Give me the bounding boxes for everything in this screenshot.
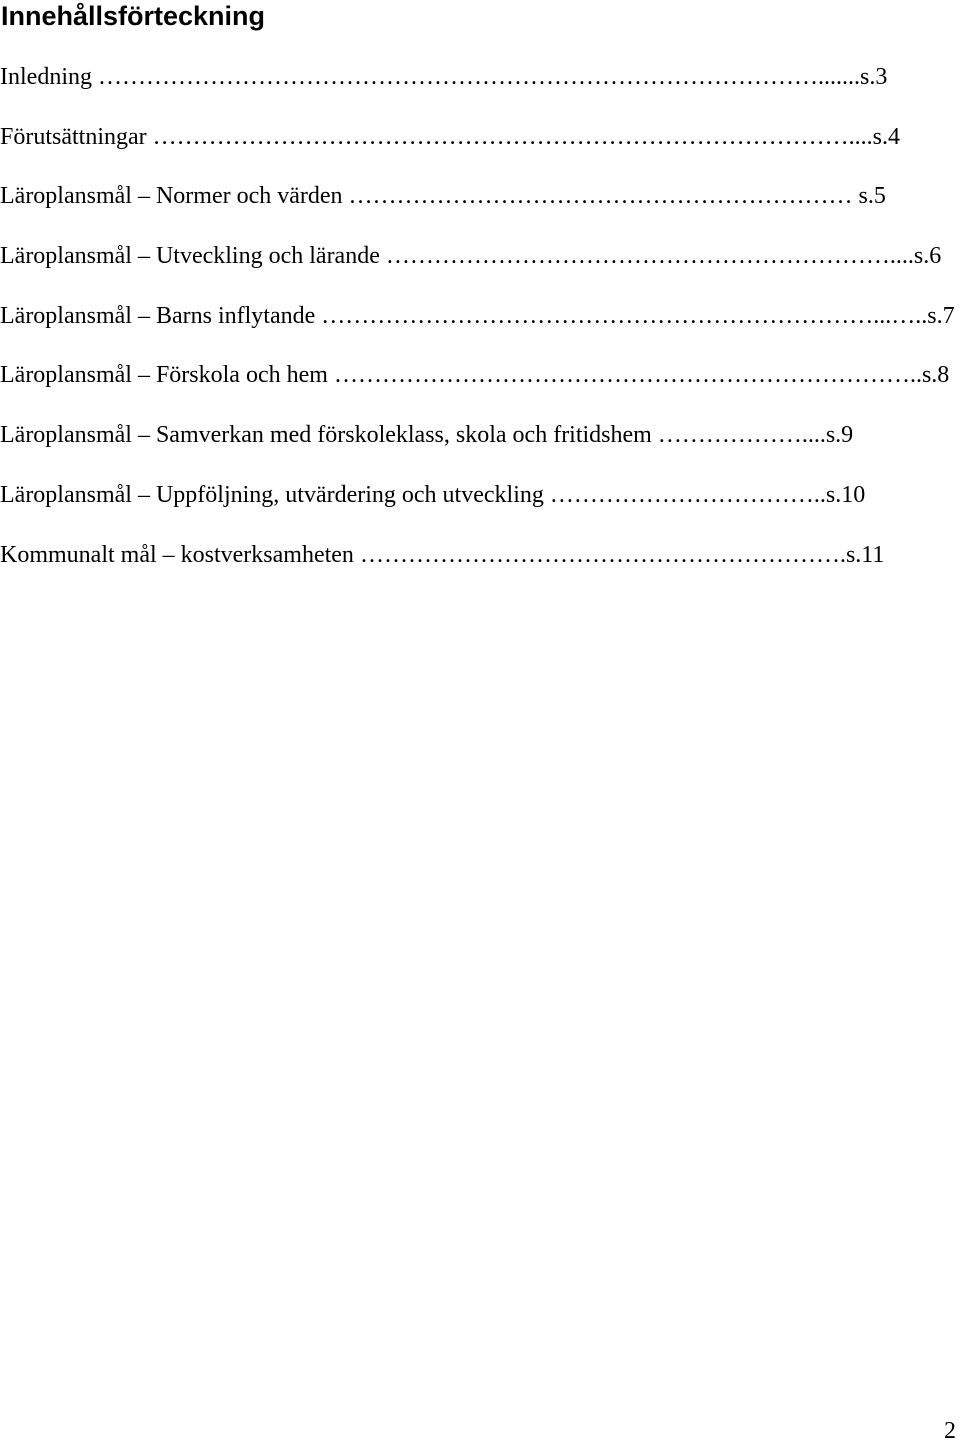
toc-entry-text: Läroplansmål – Samverkan med förskoleklass, skola och fritidshem <box>0 422 652 449</box>
toc-entry-page: s.4 <box>872 123 900 150</box>
page-number: 2 <box>944 1418 956 1444</box>
toc-entry-page: s.9 <box>825 422 854 449</box>
toc-entry-uppfoljning <box>0 480 960 540</box>
toc-entry-inledning <box>0 62 960 122</box>
toc-list <box>0 62 960 599</box>
toc-entry-leader: ……………………………………………………… <box>342 183 859 210</box>
toc-entry-leader: …………………………….. <box>543 481 826 508</box>
toc-entry-page: s.6 <box>913 243 942 270</box>
toc-title: Innehållsförteckning <box>1 1 266 31</box>
toc-entry-text: Inledning <box>0 64 92 90</box>
toc-entry-leader: ……………………………………………………………...….. <box>315 302 928 329</box>
toc-entry-samverkan <box>0 420 960 480</box>
toc-entry-page: s.10 <box>825 481 866 508</box>
toc-entry-utveckling-och-larande <box>0 241 960 301</box>
toc-entry-forutsattningar <box>0 122 960 182</box>
toc-entry-forskola-och-hem <box>0 360 960 420</box>
toc-entry-page: s.11 <box>845 541 885 568</box>
toc-entry-text: Kommunalt mål – kostverksamheten <box>0 541 354 568</box>
toc-entry-barns-inflytande <box>0 301 960 361</box>
toc-entry-text: Läroplansmål – Utveckling och lärande <box>0 243 380 270</box>
toc-entry-text: Läroplansmål – Normer och värden <box>0 183 343 210</box>
toc-entry-normer-och-varden <box>0 181 960 241</box>
toc-entry-leader: ……………………………………………………………….. <box>327 362 922 389</box>
toc-entry-text: Läroplansmål – Barns inflytande <box>0 302 316 329</box>
toc-entry-leader: ……………………………………………………. <box>353 541 846 568</box>
toc-entry-leader: ……………….... <box>651 422 826 449</box>
toc-entry-leader: …………………………………………………………………………….... <box>146 123 873 150</box>
toc-entry-text: Läroplansmål – Förskola och hem <box>0 362 328 389</box>
toc-entry-text: Förutsättningar <box>0 123 147 150</box>
toc-entry-page: s.3 <box>859 64 888 90</box>
toc-entry-text: Läroplansmål – Uppföljning, utvärdering och utveckling <box>0 481 544 508</box>
toc-entry-page: s.5 <box>858 183 886 210</box>
toc-entry-page: s.8 <box>921 362 950 389</box>
toc-entry-leader: ……………………………………………………….... <box>379 243 914 270</box>
toc-entry-page: s.7 <box>927 302 955 329</box>
toc-entry-kostverksamheten <box>0 540 960 600</box>
toc-entry-leader: ………………………………………………………………………………....... <box>91 64 860 90</box>
